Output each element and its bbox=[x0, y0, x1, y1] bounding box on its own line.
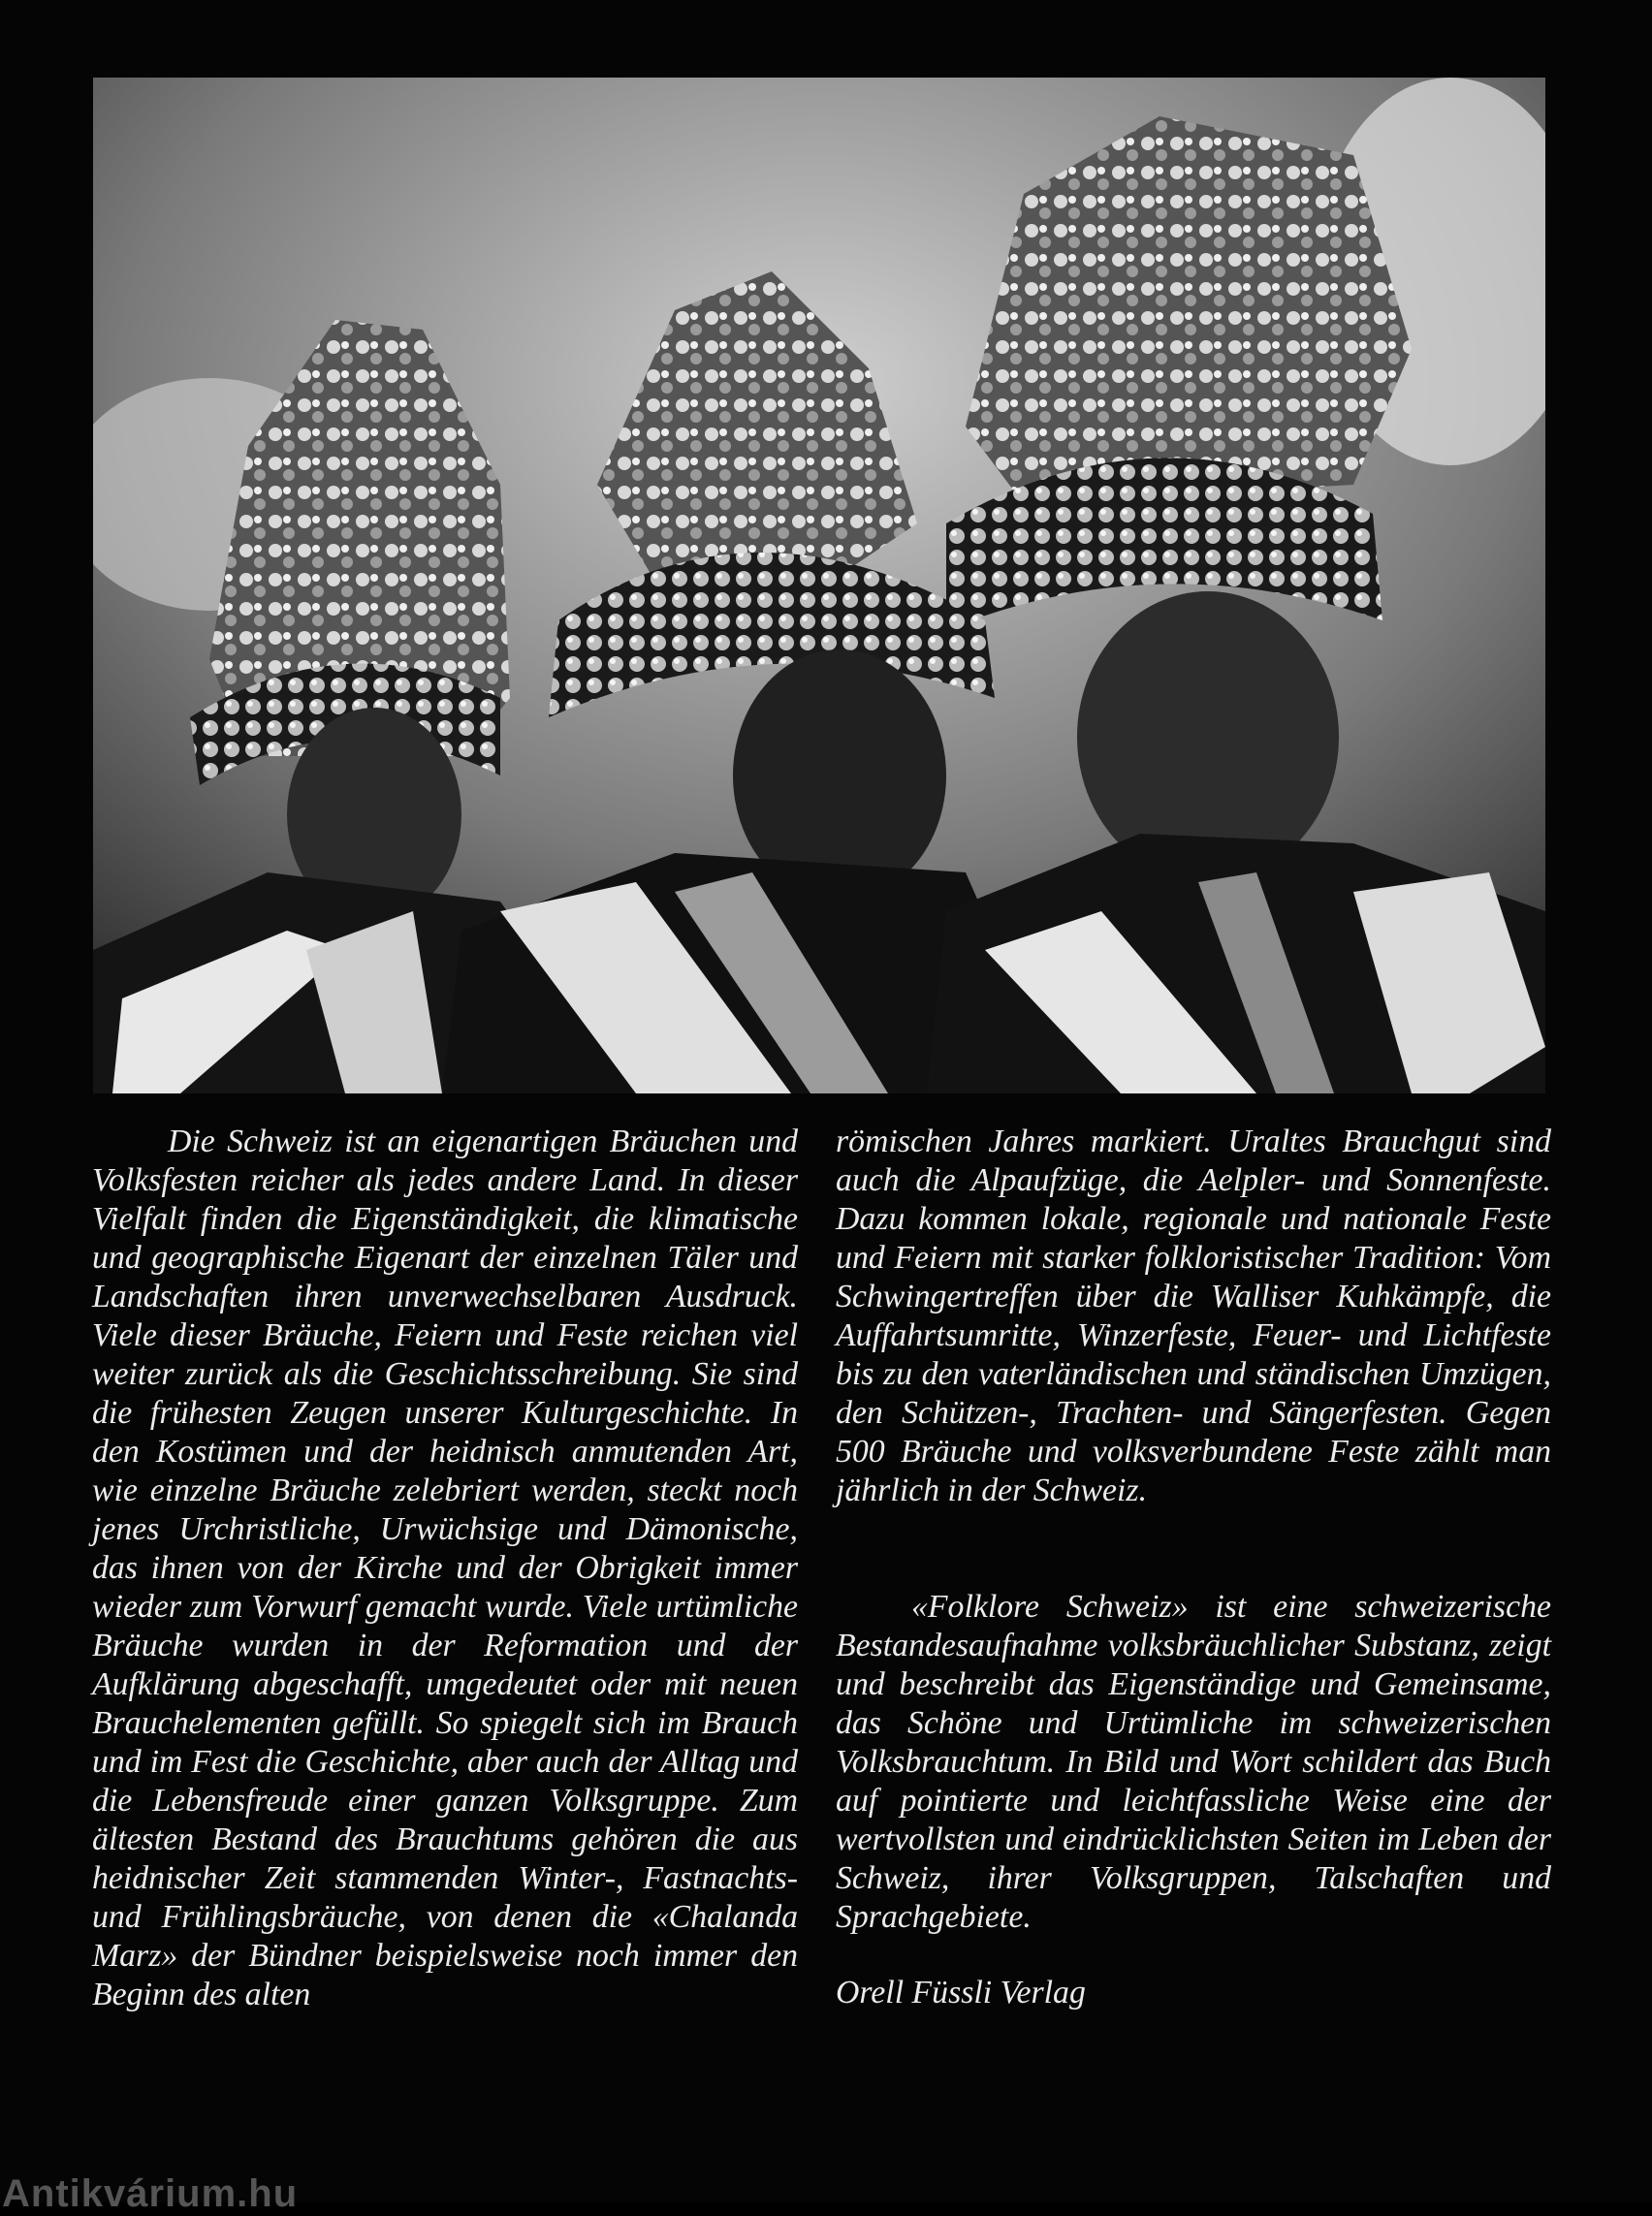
publisher-name: Orell Füssli Verlag bbox=[836, 1975, 1086, 2010]
intro-paragraph: Die Schweiz ist an eigenartigen Bräuchen und Volksfesten reicher als jedes andere Land. In dieser Vielfalt finden die Eigenständigkeit, die klimatische und geographische Eigenart der einzelnen Täler und Landschaften ihren unverwechselbaren Ausdruck. Viele dieser Bräuche, Feiern und Feste reichen viel weiter zurück als die Geschichtsschreibung. Sie sind die frühesten Zeugen unserer Kulturgeschichte. In den Kostümen und der heidnisch anmutenden Art, wie einzelne Bräuche zelebriert werden, steckt noch jenes Urchristliche, Urwüchsige und Dämonische, das ihnen von der Kirche und der Obrigkeit immer wieder zum Vorwurf gemacht wurde. Viele urtümliche Bräuche wurden in der Reformation und der Aufklärung abgeschafft, umgedeutet oder mit neuen Brauchelementen gefüllt. So spiegelt sich im Brauch und im Fest die Geschichte, aber auch der Alltag und die Lebensfreude einer ganzen Volksgruppe. Zum ältesten Bestand des Brauchtums gehören die aus heidnischer Zeit stammenden Winter-, Fastnachts- und Frühlingsbräuche, von denen die «Chalanda Marz» der Bündner beispielsweise noch immer den Beginn des alten bbox=[92, 1124, 798, 2012]
folklore-photo bbox=[93, 78, 1545, 1093]
watermark-text: Antikvárium.hu bbox=[2, 2172, 299, 2215]
continued-paragraph: römischen Jahres markiert. Uraltes Brauchgut sind auch die Alpaufzüge, die Aelpler- und Sonnenfeste. Dazu kommen lokale, regionale und nationale Feste und Feiern mit starker folkloristischer Tradition: Vom Schwingertreffen über die Walliser Kuhkämpfe, die Auffahrtsumritte, Winzerfeste, Feuer- und Lichtfeste bis zu den vaterländischen und ständischen Umzügen, den Schützen-, Trachten- und Sängerfesten. Gegen 500 Bräuche und volksverbundene Feste zählt man jährlich in der Schweiz. bbox=[836, 1124, 1551, 1508]
book-description-paragraph: «Folklore Schweiz» ist eine schweizerische Bestandesaufnahme volksbräuchlicher Substanz, zeigt und beschreibt das Eigenständige und Gemeinsame, das Schöne und Urtümliche im schweizerischen Volksbrauchtum. In Bild und Wort schildert das Buch auf pointierte und leichtfassliche Weise eine der wertvollsten und eindrücklichsten Seiten im Leben der Schweiz, ihrer Volksgruppen, Talschaften und Sprachgebiete. bbox=[836, 1589, 1551, 1935]
text-column-left bbox=[92, 1123, 798, 2014]
text-column-right bbox=[836, 1123, 1551, 2012]
masked-figures-photo-icon bbox=[93, 78, 1545, 1093]
